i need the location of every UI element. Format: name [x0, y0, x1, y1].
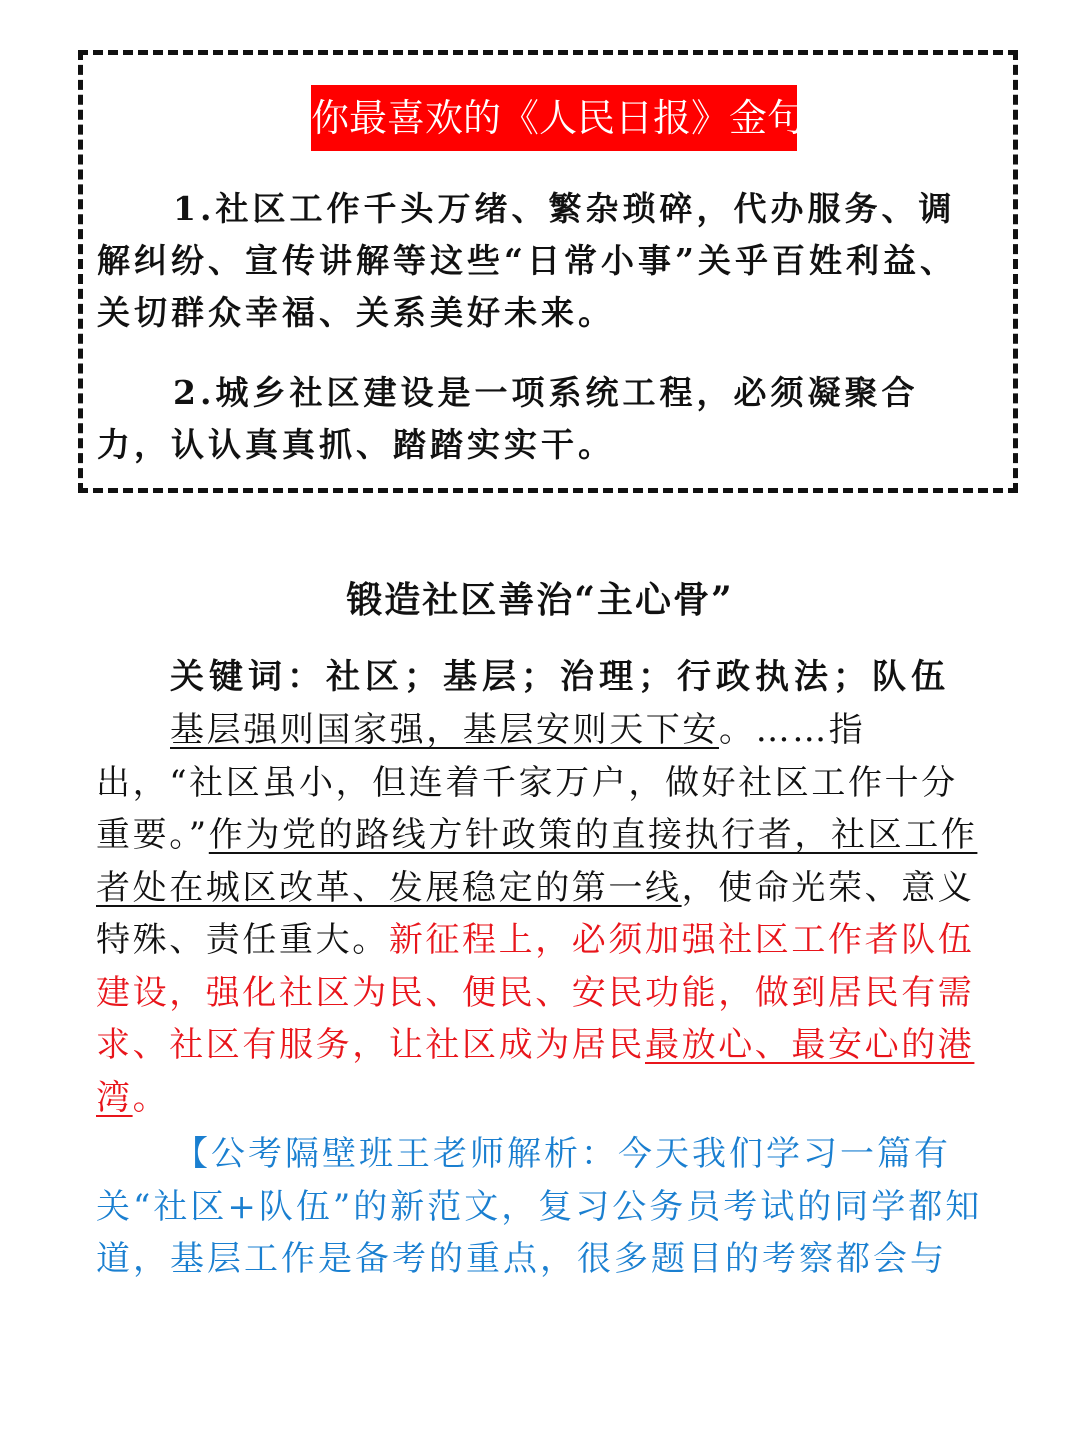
body-segment-2: 。……指出，“社区虽小，但连着千家万户，做好社区工作十分重要。”	[96, 710, 958, 855]
golden-quote-1: 1.社区工作千头万绪、繁杂琐碎，代办服务、调解纠纷、宣传讲解等这些“日常小事”关乎百姓利益、关切群众幸福、关系美好未来。	[97, 189, 957, 332]
article-keywords: 关键词：社区；基层；治理；行政执法；队伍	[170, 657, 950, 697]
body-segment-4: ，使命光荣、意义特殊、责任重大。	[96, 867, 975, 960]
body-segment-red-5: 新征程上，必须加强社区工作者队伍建设，强化社区为民、便民、安民功能，做到居民有需求、社区有服务，让社区成为居民	[96, 920, 975, 1065]
body-segment-underlined-1: 基层强则国家强，基层安则天下安	[170, 710, 719, 750]
golden-quotes-box	[78, 50, 1018, 493]
article-body	[96, 704, 990, 1124]
golden-quotes-title: 你最喜欢的《人民日报》金句	[311, 85, 797, 151]
body-segment-red-underlined-6: 最放心、最安心的港湾	[96, 1025, 975, 1118]
article-title: 锻造社区善治“主心骨”	[346, 579, 734, 621]
golden-quote-2: 2.城乡社区建设是一项系统工程，必须凝聚合力，认认真真抓、踏踏实实干。	[97, 373, 919, 464]
body-segment-red-7: 。	[132, 1077, 170, 1118]
body-segment-underlined-3: 作为党的路线方针政策的直接执行者，社区工作者处在城区改革、发展稳定的第一线	[96, 815, 978, 908]
teacher-analysis: 【公考隔壁班王老师解析：今天我们学习一篇有关“社区+队伍”的新范文，复习公务员考试的同学都知道，基层工作是备考的重点，很多题目的考察都会与	[96, 1134, 983, 1279]
